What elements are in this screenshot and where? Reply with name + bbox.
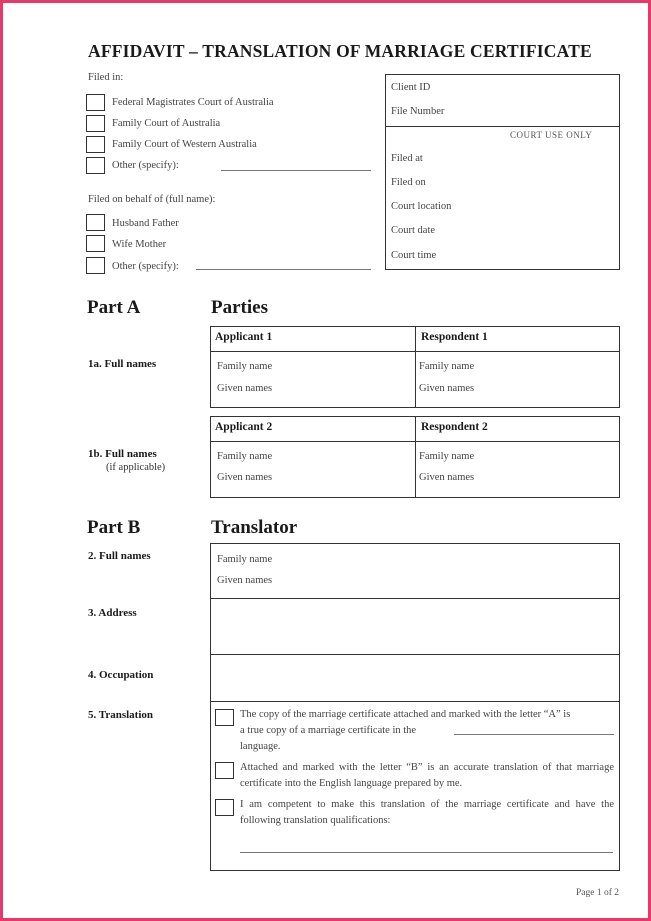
row-1b-sublabel: (if applicable): [106, 462, 166, 473]
option-wife-mother: Wife Mother: [112, 239, 167, 250]
translator-family-name[interactable]: Family name: [217, 554, 273, 565]
checkbox-statement-b[interactable]: [215, 762, 234, 779]
statement-a-line-3: language.: [240, 741, 281, 752]
respondent-1-header: Respondent 1: [421, 331, 488, 343]
other-court-field[interactable]: [221, 170, 371, 171]
translator-given-names[interactable]: Given names: [217, 575, 273, 586]
applicant-1-family-name[interactable]: Family name: [217, 361, 273, 372]
checkbox-other-party[interactable]: [86, 257, 105, 274]
statement-a-line-2: a true copy of a marriage certificate in the: [240, 725, 417, 736]
applicant-2-given-names[interactable]: Given names: [217, 472, 273, 483]
checkbox-husband-father[interactable]: [86, 214, 105, 231]
option-husband-father: Husband Father: [112, 218, 179, 229]
filed-on-label: Filed on: [391, 177, 426, 188]
file-number-label: File Number: [391, 106, 445, 117]
court-location-label: Court location: [391, 201, 452, 212]
row-4-label: 4. Occupation: [88, 669, 154, 681]
court-time-label: Court time: [391, 250, 437, 261]
translator-divider-3: [210, 701, 620, 702]
client-id-label: Client ID: [391, 82, 431, 93]
language-field[interactable]: [454, 734, 614, 735]
statement-c-text: I am competent to make this translation of the marriage certificate and have the following translation qualifications:: [240, 799, 614, 826]
filed-in-label: Filed in:: [88, 72, 124, 83]
row-5-label: 5. Translation: [88, 709, 153, 721]
option-other-court: Other (specify):: [112, 160, 179, 171]
statement-b-text: Attached and marked with the letter “B” is an accurate translation of that marriage certificate into the English language prepared by me.: [240, 762, 614, 789]
court-date-label: Court date: [391, 225, 436, 236]
table-2-column-divider: [415, 416, 416, 498]
applicant-2-header: Applicant 2: [215, 421, 273, 433]
part-b-label: Part B: [87, 517, 141, 538]
respondent-1-given-names[interactable]: Given names: [419, 383, 475, 394]
row-2-label: 2. Full names: [88, 550, 151, 562]
row-1b-label: 1b. Full names: [88, 448, 157, 460]
respondent-1-family-name[interactable]: Family name: [419, 361, 475, 372]
other-party-field[interactable]: [196, 269, 371, 270]
respondent-2-header: Respondent 2: [421, 421, 488, 433]
checkbox-statement-a[interactable]: [215, 709, 234, 726]
option-family-court-wa: Family Court of Western Australia: [112, 139, 257, 150]
checkbox-other-court[interactable]: [86, 157, 105, 174]
filed-behalf-label: Filed on behalf of (full name):: [88, 194, 216, 205]
option-other-party: Other (specify):: [112, 261, 179, 272]
court-use-only-label: COURT USE ONLY: [510, 130, 593, 140]
checkbox-family-court-wa[interactable]: [86, 136, 105, 153]
translator-heading: Translator: [211, 517, 298, 538]
row-1a-label: 1a. Full names: [88, 358, 157, 370]
filed-at-label: Filed at: [391, 153, 423, 164]
translator-occupation-field[interactable]: [211, 655, 619, 701]
checkbox-family-court[interactable]: [86, 115, 105, 132]
qualifications-field[interactable]: [240, 852, 613, 853]
checkbox-federal-magistrates[interactable]: [86, 94, 105, 111]
respondent-2-family-name[interactable]: Family name: [419, 451, 475, 462]
checkbox-wife-mother[interactable]: [86, 235, 105, 252]
option-family-court: Family Court of Australia: [112, 118, 221, 129]
court-use-box: [385, 74, 620, 270]
applicant-2-family-name[interactable]: Family name: [217, 451, 273, 462]
statement-a-line-1: The copy of the marriage certificate attached and marked with the letter “A” is: [240, 709, 571, 720]
row-3-label: 3. Address: [88, 607, 137, 619]
option-federal-magistrates: Federal Magistrates Court of Australia: [112, 97, 274, 108]
page-number: Page 1 of 2: [576, 888, 620, 898]
part-a-label: Part A: [87, 297, 141, 318]
court-box-divider: [385, 126, 620, 127]
document-title: AFFIDAVIT – TRANSLATION OF MARRIAGE CERTIFICATE: [88, 41, 592, 61]
table-1-column-divider: [415, 326, 416, 408]
respondent-2-given-names[interactable]: Given names: [419, 472, 475, 483]
checkbox-statement-c[interactable]: [215, 799, 234, 816]
applicant-1-header: Applicant 1: [215, 331, 273, 343]
parties-heading: Parties: [211, 297, 268, 318]
applicant-1-given-names[interactable]: Given names: [217, 383, 273, 394]
translator-address-field[interactable]: [211, 599, 619, 654]
